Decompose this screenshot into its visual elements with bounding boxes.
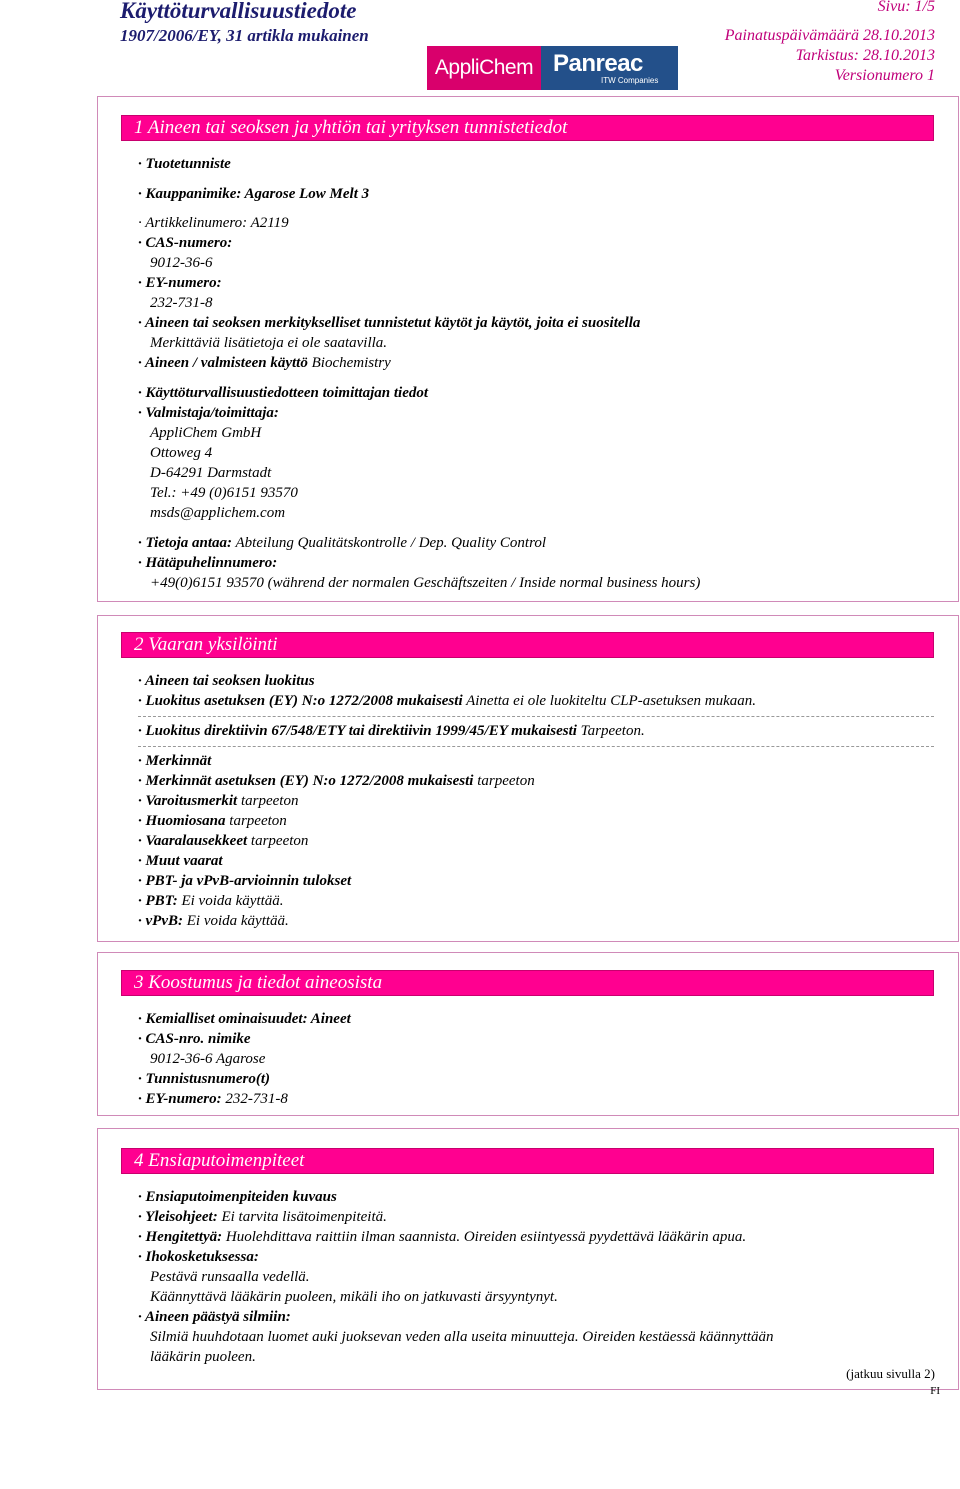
emergency-phone-value: +49(0)6151 93570 (während der normalen Geschäftszeiten / Inside normal business hours) [150,575,701,591]
other-hazards: · Muut vaarat [138,853,223,869]
ec-number-label: · EY-numero: [138,275,222,291]
document-title: Käyttöturvallisuustiedote [120,0,357,23]
cas-number-value: 9012-36-6 [150,255,213,271]
identification-numbers: · Tunnistusnumero(t) [138,1071,270,1087]
language-code: FI [930,1385,940,1397]
trade-name: · Kauppanimike: Agarose Low Melt 3 [138,186,370,202]
pbt-vpvb-results: · PBT- ja vPvB-arvioinnin tulokset [138,873,352,889]
company-phone: Tel.: +49 (0)6151 93570 [150,485,298,501]
panreac-logo [541,46,678,90]
labelling-label: · Merkinnät [138,753,212,769]
eye-contact-label: · Aineen päästyä silmiin: [138,1309,291,1325]
divider [138,746,934,747]
continued-note: (jatkuu sivulla 2) [846,1366,935,1381]
emergency-phone-label: · Hätäpuhelinnumero: [138,555,278,571]
relevant-uses-label: · Aineen tai seoksen merkitykselliset tunnistetut käytöt ja käytöt, joita ei suositella [138,315,641,331]
general-information: · Yleisohjeet: Ei tarvita lisätoimenpiteitä. [138,1209,387,1225]
divider [138,716,934,717]
applichem-logo-text: AppliChem [427,46,541,90]
vpvb-result: · vPvB: Ei voida käyttää. [138,913,289,929]
clp-classification: · Luokitus asetuksen (EY) N:o 1272/2008 mukaisesti Ainetta ei ole luokiteltu CLP-asetuksen mukaan. [138,693,757,709]
relevant-uses-value: Merkittäviä lisätietoja ei ole saatavilla. [150,335,388,351]
first-aid-description: · Ensiaputoimenpiteiden kuvaus [138,1189,337,1205]
hazard-pictograms: · Varoitusmerkit tarpeeton [138,793,299,809]
section-2-header: 2 Vaaran yksilöinti [121,632,934,658]
supplier-details-label: · Käyttöturvallisuustiedotteen toimittajan tiedot [138,385,429,401]
signal-word: · Huomiosana tarpeeton [138,813,287,829]
company-street: Ottoweg 4 [150,445,213,461]
product-identifier-label: · Tuotetunniste [138,156,231,172]
skin-contact-instruction-1: Pestävä runsaalla vedellä. [150,1269,310,1285]
pbt-result: · PBT: Ei voida käyttää. [138,893,284,909]
classification-label: · Aineen tai seoksen luokitus [138,673,315,689]
company-logo [427,46,678,90]
after-inhalation: · Hengitettyä: Huolehdittava raittiin ilman saannista. Oireiden esiintyessä pyydettävä lääkärin apua. [138,1229,747,1245]
ec-number-composition: · EY-numero: 232-731-8 [138,1091,288,1107]
company-name: AppliChem GmbH [150,425,262,441]
company-city: D-64291 Darmstadt [150,465,272,481]
panreac-logo-text: Panreac [553,50,643,77]
cas-name-value: 9012-36-6 Agarose [150,1051,266,1067]
revision-date: Tarkistus: 28.10.2013 [795,47,935,64]
print-date: Painatuspäivämäärä 28.10.2013 [724,27,935,44]
document-subtitle: 1907/2006/EY, 31 artikla mukainen [120,26,369,45]
eye-contact-instruction-1: Silmiä huuhdotaan luomet auki juoksevan veden alla useita minuutteja. Oireiden kestäessä käännyttään [150,1329,774,1345]
directive-classification: · Luokitus direktiivin 67/548/ETY tai direktiivin 1999/45/EY mukaisesti Tarpeeton. [138,723,645,739]
itw-logo-text: ITW Companies [601,76,659,85]
cas-number-label: · CAS-numero: [138,235,233,251]
company-email[interactable]: msds@applichem.com [150,505,286,521]
hazard-statements: · Vaaralausekkeet tarpeeton [138,833,309,849]
product-use: · Aineen / valmisteen käyttö Biochemistry [138,355,391,371]
eye-contact-instruction-2: lääkärin puoleen. [150,1349,256,1365]
skin-contact-instruction-2: Käännyttävä lääkärin puoleen, mikäli iho on jatkuvasti ärsyyntynyt. [150,1289,558,1305]
cas-name-label: · CAS-nro. nimike [138,1031,251,1047]
article-number: · Artikkelinumero: A2119 [138,215,289,231]
page-number: Sivu: 1/5 [877,0,935,15]
section-1-header: 1 Aineen tai seoksen ja yhtiön tai yrityksen tunnistetiedot [121,115,934,141]
skin-contact-label: · Ihokosketuksessa: [138,1249,259,1265]
version-number: Versionumero 1 [834,67,935,84]
information-contact: · Tietoja antaa: Abteilung Qualitätskontrolle / Dep. Quality Control [138,535,547,551]
ec-number-value: 232-731-8 [150,295,213,311]
clp-labelling: · Merkinnät asetuksen (EY) N:o 1272/2008 mukaisesti tarpeeton [138,773,535,789]
section-4-header: 4 Ensiaputoimenpiteet [121,1148,934,1174]
manufacturer-label: · Valmistaja/toimittaja: [138,405,279,421]
chemical-characterisation: · Kemialliset ominaisuudet: Aineet [138,1011,351,1027]
section-3-header: 3 Koostumus ja tiedot aineosista [121,970,934,996]
